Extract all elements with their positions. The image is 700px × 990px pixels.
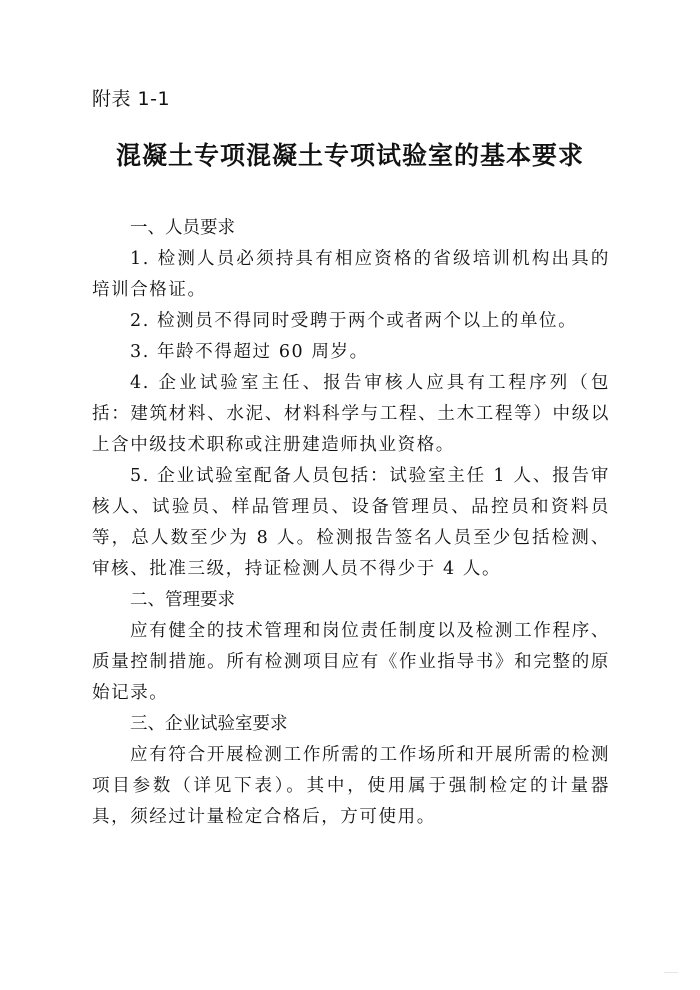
document-body xyxy=(92,213,610,833)
paragraph-laboratory-1: 应有符合开展检测工作所需的工作场所和开展所需的检测项目参数（详见下表）。其中，使用属于强制检定的计量器具，须经过计量检定合格后，方可使用。 xyxy=(92,745,610,827)
paragraph-personnel-2: 2. 检测员不得同时受聘于两个或者两个以上的单位。 xyxy=(130,311,578,331)
appendix-label: 附表 1-1 xyxy=(92,88,171,110)
paragraph-personnel-1: 1. 检测人员必须持具有相应资格的省级培训机构出具的培训合格证。 xyxy=(92,249,610,300)
section-heading-personnel: 一、人员要求 xyxy=(130,218,235,238)
section-heading-laboratory: 三、企业试验室要求 xyxy=(130,714,288,734)
paragraph-personnel-5: 5. 企业试验室配备人员包括：试验室主任 1 人、报告审核人、试验员、样品管理员、设备管理员、品控员和资料员等，总人数至少为 8 人。检测报告签名人员至少包括检测、审核、批准三级，持证检测人员不得少于 4 人。 xyxy=(92,466,610,579)
paragraph-personnel-3: 3. 年龄不得超过 60 周岁。 xyxy=(130,342,369,362)
section-heading-management: 二、管理要求 xyxy=(130,590,235,610)
paragraph-management-1: 应有健全的技术管理和岗位责任制度以及检测工作程序、质量控制措施。所有检测项目应有《作业指导书》和完整的原始记录。 xyxy=(92,621,610,703)
paragraph-personnel-4: 4. 企业试验室主任、报告审核人应具有工程序列（包括：建筑材料、水泥、材料科学与工程、土木工程等）中级以上含中级技术职称或注册建造师执业资格。 xyxy=(92,373,610,455)
scan-artifact xyxy=(664,972,678,978)
document-title: 混凝土专项混凝土专项试验室的基本要求 xyxy=(115,141,584,170)
